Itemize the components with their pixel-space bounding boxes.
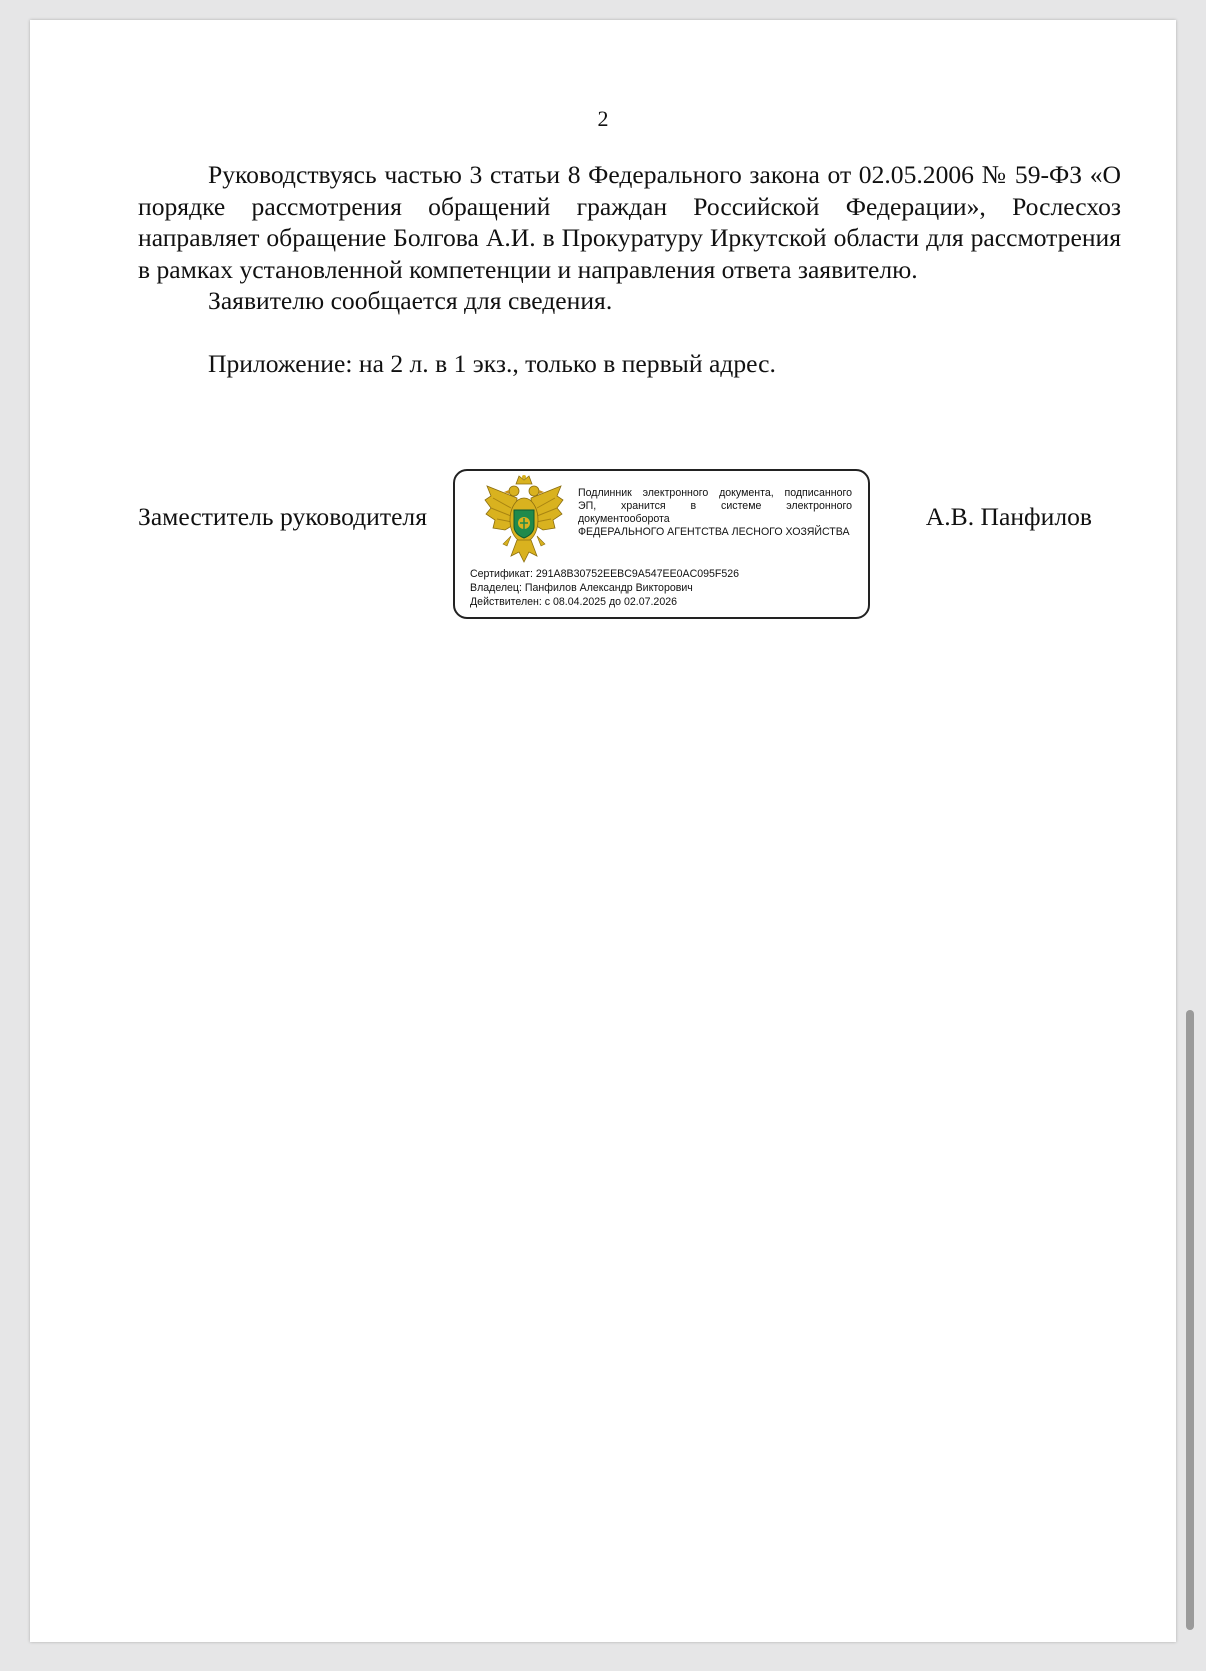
stamp-validity: Действителен: с 08.04.2025 до 02.07.2026 <box>470 596 678 608</box>
signatory-name: А.В. Панфилов <box>925 502 1092 531</box>
stamp-line-2: ЭП, хранится в системе электронного <box>578 500 852 512</box>
stamp-line-3: документооборота <box>578 513 670 525</box>
document-page <box>30 20 1176 1642</box>
stamp-header <box>578 487 852 539</box>
page-number: 2 <box>597 106 609 131</box>
stamp-line-1: Подлинник электронного документа, подписанного <box>578 487 852 499</box>
vertical-scrollbar[interactable] <box>1186 1010 1194 1630</box>
letter-body <box>138 159 1121 379</box>
paragraph-attachment: Приложение: на 2 л. в 1 экз., только в первый адрес. <box>208 348 776 378</box>
paragraph-main: Руководствуясь частью 3 статьи 8 Федерального закона от 02.05.2006 № 59-ФЗ «О порядке рассмотрения обращений граждан Российской Федерации», Рослесхоз направляет обращение Болгова А.И. в Прокуратуру Иркутской области для рассмотрения в рамках установленной компетенции и направления ответа заявителю. <box>138 160 1121 284</box>
stamp-line-4: ФЕДЕРАЛЬНОГО АГЕНТСТВА ЛЕСНОГО ХОЗЯЙСТВА <box>578 526 850 538</box>
paragraph-notice: Заявителю сообщается для сведения. <box>208 286 613 315</box>
stamp-details <box>470 567 739 609</box>
stamp-owner: Владелец: Панфилов Александр Викторович <box>470 582 693 594</box>
signatory-position: Заместитель руководителя <box>138 502 427 531</box>
coat-of-arms-icon <box>481 474 567 566</box>
stamp-certificate: Сертификат: 291A8B30752EEBC9A547EE0AC095F526 <box>470 568 740 580</box>
electronic-signature-stamp <box>453 469 870 619</box>
